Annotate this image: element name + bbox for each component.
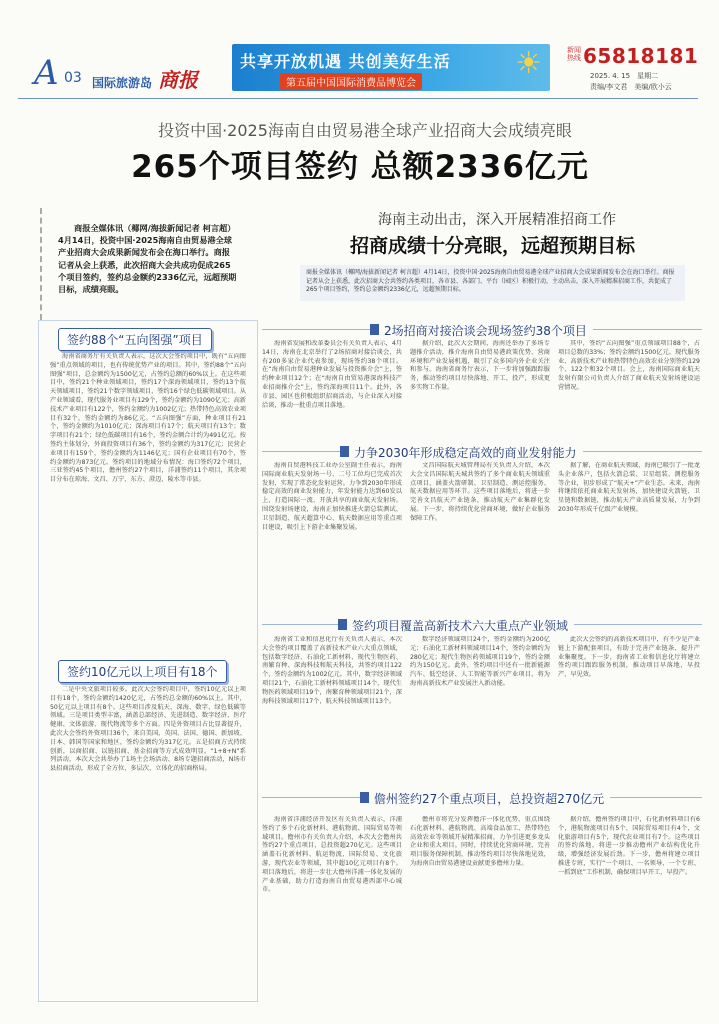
headline-kicker: 投资中国·2025海南自由贸易港全球产业招商大会成绩亮眼 [158, 121, 572, 140]
body-col2-c: 海南省工业和信息化厅有关负责人表示，本次大会签约项目覆盖了高新技术产业六大重点领域，包括数字经济、石油化工新材料、现代生物医药、南繁育种、深海科技和航天科技，共签约项目122个，签约金额约为1002亿元。其中，数字经济领域项目21个，石油化工新材料领域项目14个，现代生物医药领域项目19个，南繁育种领域项目21个，深海科技领域项目17个，航天科技领域项目13个。 [262, 636, 402, 705]
body-col2-b: 海南自贸港科技工业办公室副主任表示，海南国际商业航天发射场一号、二号工位均已完成首次发射，实现了常态化发射运营。力争到2030年形成稳定高效的商业发射能力，年发射能力达到60发以上，打造国际一流、开放共享的商业航天发射场。围绕发射场建设，海南正加快推进火箭总装测试、卫星制造、航天超算中心、航天数据应用等重点项目建设，吸引上下游企业集聚发展。 [262, 462, 402, 531]
brand-logo [92, 64, 227, 92]
body-col4-c: 此次大会签约的高新技术项目中，有不少是产业链上下游配套项目，有助于完善产业链条、提升产业集聚度。下一步，海南省工业和信息化厅将建立签约项目跟踪服务机制，推动项目早落地、早投产、早见效。 [558, 636, 700, 679]
section-label-right1: 2场招商对接洽谈会现场签约38个项目 [370, 322, 593, 339]
body-col2-d: 海南省洋浦经济开发区有关负责人表示，洋浦签约了多个石化新材料、港航物流、国际贸易等领域项目。儋州市有关负责人介绍，本次大会儋州共签约27个重点项目，总投资超270亿元。这些项目涵盖石化新材料、航运物流、国际贸易、文化旅游、现代农业等领域，其中超10亿元项目有8个。项目落地后，将进一步壮大儋州洋浦一体化发展的产业基础，助力打造海南自由贸易港西部中心城市。 [262, 816, 402, 894]
hotline-number: 65818181 [583, 44, 699, 68]
body-col3-c: 数字经济领域项目24个，签约金额约为200亿元；石油化工新材料领域项目14个，签约金额约为280亿元；现代生物医药领域项目19个，签约金额约为150亿元。此外，签约项目中还有一批新能源汽车、低空经济、人工智能等新兴产业项目，将为海南高新技术产业发展注入新动能。 [410, 636, 550, 687]
issue-date: 2025. 4. 15 星期二 [590, 72, 659, 80]
section-label-right3: 签约项目覆盖高新技术六大重点产业领域 [338, 617, 574, 634]
page-letter: A [34, 53, 59, 93]
section-label-left1: 签约88个“五向图强”项目 [58, 328, 212, 351]
body-col3-a: 据介绍，此次大会期间，海南还举办了多场专题推介活动，推介海南自由贸易港政策优势、营商环境和产业发展机遇，吸引了众多国内外企业关注和参与。海南省商务厅表示，下一步将加强跟踪服务，推动签约项目尽快落地、开工、投产，形成更多实物工作量。 [410, 340, 550, 391]
sub-headline: 招商成绩十分亮眼，远超预期目标 [349, 235, 635, 257]
body-col4-d: 据介绍，儋州签约项目中，石化新材料项目有6个，港航物流项目有5个，国际贸易项目有4个，文化旅游项目有5个，现代农业项目有7个。这些项目的签约落地，将进一步推动儋州产业结构优化升级，增强经济发展后劲。下一步，儋州将建立项目推进专班，实行“一个项目、一名领导、一个专班、一抓到底”工作机制，确保项目早开工、早投产。 [558, 816, 700, 876]
brand-name: 国际旅游岛 [92, 76, 153, 90]
page-number: 03 [64, 70, 82, 86]
brand-logo-text: 商报 [158, 68, 199, 92]
page-title: 265个项目签约 总额2336亿元 [131, 149, 589, 185]
editors: 责编/李文君 美编/欧小云 [590, 83, 672, 91]
body-left-a: 海南省商务厅有关负责人表示，这次大会签约项目中，既有“五向图强”重点领域的项目，也有传统优势产业的项目。其中，签约88个“五向图强”项目，总金额约为1500亿元，占签约总额的60%以上。在这些项目中，签约21个种业领域项目，签约17个深海领域项目，签约13个航天领域项目，签约21个数字领域项目，签约16个绿色低碳领域项目。从产业领域看，现代服务业项目有129个，签约金额约为1090亿元；高新技术产业项目有122个，签约金额约为1002亿元；热带特色高效农业项目有32个，签约金额约为86亿元。“五向图强”方面，种业项目有21个，签约金额约为1010亿元；深海项目有17个；航天项目有13个；数字项目有21个；绿色低碳项目有16个，签约金额合计约为491亿元。按签约主体划分，外商投资项目有36个，签约金额约为317亿元；民营企业项目有159个，签约金额约为1146亿元；国有企业项目有70个，签约金额约为873亿元。签约项目的地域分布情况：海口签约72个项目，三亚签约45个项目，儋州签约27个项目，洋浦签约11个项目，其余项目分布在琼海、文昌、万宁、东方、澄迈、陵水等市县。 [50, 353, 246, 484]
sub-summary: 商报全媒体讯（椰网/海拔新闻记者 柯言超）4月14日，投资中国·2025海南自由贸易港全球产业招商大会成果新闻发布会在海口举行。商报记者从会上获悉，此次招商大会共签约各类项目，各市县、各部门、平台（园区）积极行动，主动出击，深入开展精准招商工作，共促成了265个项目签约，签约总金额约2336亿元，远超预期目标。 [300, 265, 685, 301]
lead-paragraph: 商报全媒体讯（椰网/海拔新闻记者 柯言超）4月14日，投资中国·2025海南自由贸易港全球产业招商大会成果新闻发布会在海口举行。商报记者从会上获悉，此次招商大会共成功促成265个项目签约，签约总金额约2336亿元，远超预期目标，成绩亮眼。 [58, 223, 237, 295]
body-col3-b: 文昌国际航天城管理局有关负责人介绍，本次大会文昌国际航天城共签约了多个商业航天领域重点项目，涵盖火箭研制、卫星制造、测运控服务、航天数据应用等环节。这些项目落地后，将进一步完善文昌航天产业链条，推动航天产业集群化发展。下一步，将持续优化营商环境，做好企业服务保障工作。 [410, 462, 550, 522]
section-label-right4: 儋州签约27个重点项目，总投资超270亿元 [360, 790, 610, 807]
hotline-label: 新闻热线 [567, 46, 581, 62]
body-col2-a: 海南省发展和改革委员会有关负责人表示，4月14日，海南在北京举行了2场招商对接洽谈会，共有200多家企业代表参加，现场签约38个项目。在“海南自由贸易港种业发展与投资推介会”上，签约种业项目12个；在“海南自由贸易港深海科技产业招商推介会”上，签约深海项目11个。此外，各市县、园区也积极组织招商活动，与企业深入对接洽谈，推动一批重点项目落地。 [262, 340, 402, 409]
body-col3-d: 儋州市将充分发挥儋洋一体化优势，重点围绕石化新材料、港航物流、高端食品加工、热带特色高效农业等领域开展精准招商，力争引进更多龙头企业和重大项目。同时，持续优化营商环境，完善项目服务保障机制，推动签约项目尽快落地见效，为海南自由贸易港建设贡献更多儋州力量。 [410, 816, 550, 867]
palm-icon: ☀ [515, 46, 542, 81]
section-label-left2: 签约10亿元以上项目有18个 [58, 660, 227, 683]
body-left-b: 二是中央文旅项目较多。此次大会签约项目中，签约10亿元以上项目有18个，签约金额约1420亿元，占签约总金额的60%以上。其中，50亿元以上项目有8个。这些项目涉及航天、深海、数字、绿色低碳等领域。三是项目类型丰富，涵盖总部经济、先进制造、数字经济、医疗健康、文体旅游、现代物流等多个方面。四是外资项目占比显著提升，此次大会签约外资项目36个，来自美国、英国、法国、德国、新加坡、日本、韩国等国家和地区，签约金额约为317亿元。五是招商方式持续创新，以商招商、以链招商、基金招商等方式成效明显。“1+8+N”系列活动，本次大会共举办了1场主会场活动、8场专题招商活动，N场市县招商活动，形成了全方位、多层次、立体化的招商格局。 [50, 686, 246, 773]
banner-line1: 共享开放机遇 共创美好生活 [240, 52, 451, 71]
sub-kicker: 海南主动出击，深入开展精准招商工作 [378, 212, 616, 228]
body-col4-a: 其中，签约“五向图强”重点领域项目88个，占项目总数的33%；签约金额约1500亿元。现代服务业、高新技术产业和热带特色高效农业分别签约129个、122个和32个项目。会上，海南国际商业航天发射有限公司负责人介绍了商业航天发射场建设运营情况。 [558, 340, 700, 391]
section-label-right2: 力争2030年形成稳定高效的商业发射能力 [340, 444, 583, 461]
banner-ad [232, 44, 550, 91]
banner-line2: 第五届中国国际消费品博览会 [280, 73, 422, 90]
masthead-rule [18, 98, 698, 99]
body-col4-b: 据了解，在商业航天领域，海南已吸引了一批龙头企业落户，包括火箭总装、卫星组装、测控服务等企业，初步形成了“航天+”产业生态。未来，海南将继续依托商业航天发射场，加快建设火箭链、卫星链和数据链，推动航天产业高质量发展，力争到2030年形成千亿级产业规模。 [558, 462, 700, 513]
